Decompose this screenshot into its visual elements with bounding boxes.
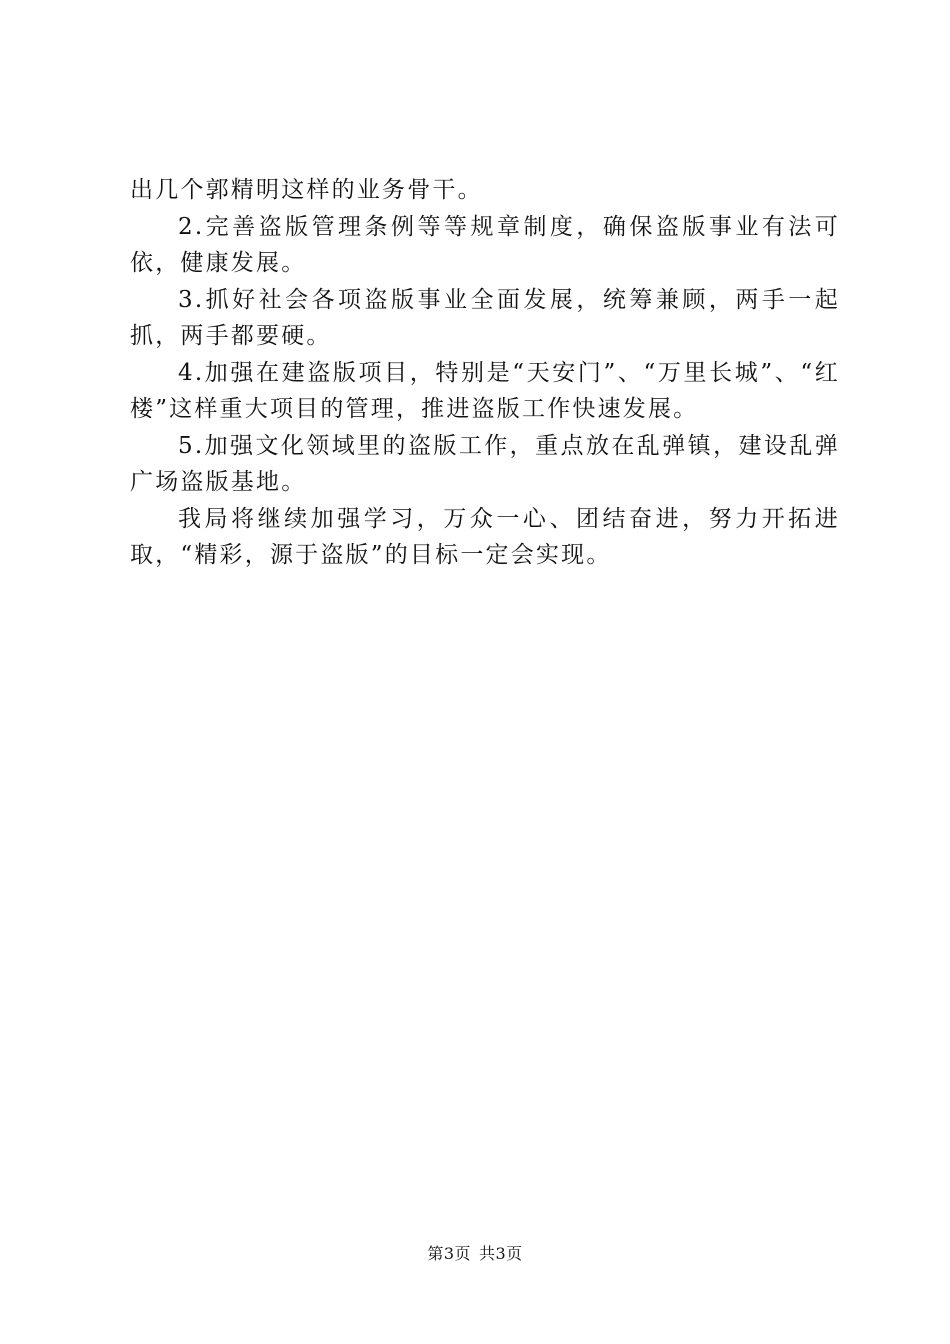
page-number: 第3页 (427, 1244, 471, 1263)
document-body (130, 172, 840, 574)
page-footer (0, 1244, 950, 1264)
paragraph-item-3: 3.抓好社会各项盗版事业全面发展，统筹兼顾，两手一起抓，两手都要硬。 (130, 286, 840, 349)
paragraph-item-2: 2.完善盗版管理条例等等规章制度，确保盗版事业有法可依，健康发展。 (130, 213, 840, 276)
paragraph-conclusion: 我局将继续加强学习，万众一心、团结奋进，努力开拓进取，“精彩，源于盗版”的目标一定会实现。 (130, 505, 840, 568)
paragraph-continuation: 出几个郭精明这样的业务骨干。 (130, 177, 483, 203)
paragraph-item-5: 5.加强文化领域里的盗版工作，重点放在乱弹镇，建设乱弹广场盗版基地。 (130, 432, 840, 495)
paragraph-item-4: 4.加强在建盗版项目，特别是“天安门”、“万里长城”、“红楼”这样重大项目的管理，推进盗版工作快速发展。 (130, 359, 840, 422)
page-total: 共3页 (479, 1244, 523, 1263)
